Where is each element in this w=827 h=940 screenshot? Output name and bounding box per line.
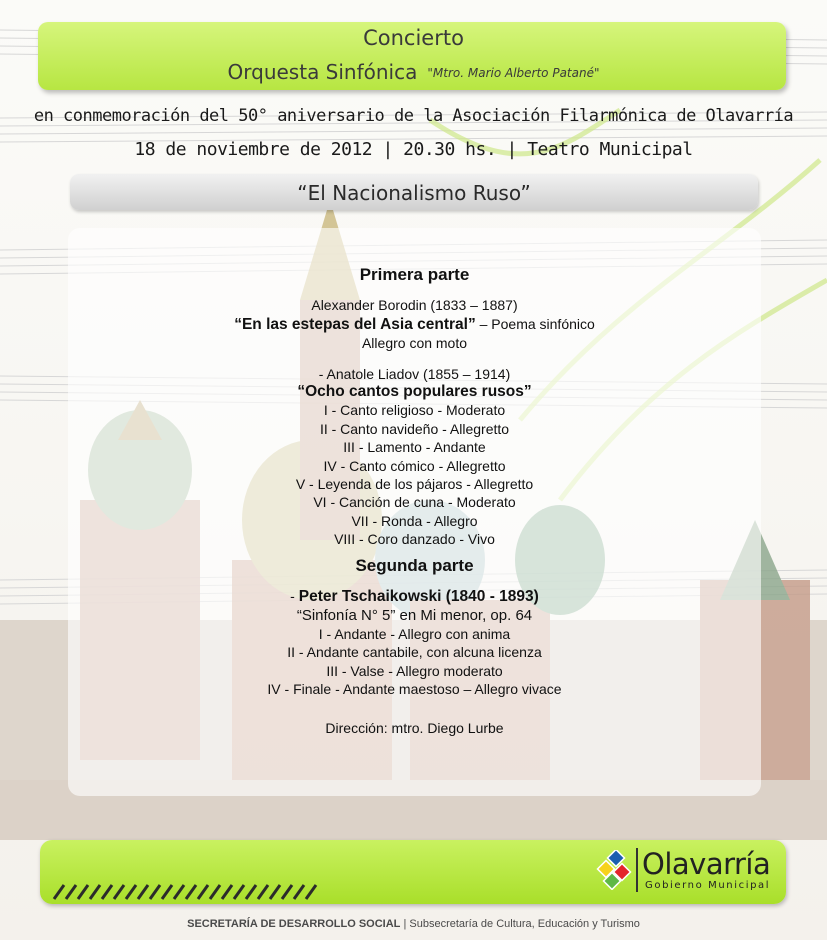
orchestra-line xyxy=(0,60,827,84)
piece2-movement: IV - Canto cómico - Allegretto xyxy=(323,457,506,474)
logo-name: Olavarría xyxy=(642,847,771,881)
credit-secretary: SECRETARÍA DE DESARROLLO SOCIAL xyxy=(187,918,401,930)
logo-divider xyxy=(636,848,638,892)
municipal-logo-icon xyxy=(596,850,632,890)
piece2-movement: VI - Canción de cuna - Moderato xyxy=(313,494,516,511)
piece1-title-line xyxy=(68,315,761,334)
piece1-title-suffix: – Poema sinfónico xyxy=(475,315,595,332)
part2-composer: Peter Tschaikowski (1840 - 1893) xyxy=(298,588,539,606)
occasion-text: en conmemoración del 50° aniversario de la Asociación Filarmónica de Olavarría xyxy=(33,106,794,126)
footer-credit xyxy=(0,918,827,930)
piece2-movement: VII - Ronda - Allegro xyxy=(351,512,478,529)
part2-movement: IV - Finale - Andante maestoso – Allegro vivace xyxy=(267,681,562,698)
piece2-composer: - Anatole Liadov (1855 – 1914) xyxy=(318,365,511,382)
date-place-text: 18 de noviembre de 2012 | 20.30 hs. | Teatro Municipal xyxy=(134,139,693,160)
piece1-title: “En las estepas del Asia central” xyxy=(234,315,476,333)
piece2-movement: V - Leyenda de los pájaros - Allegretto xyxy=(295,476,534,493)
stripe-decoration xyxy=(48,884,348,900)
direction-credit: Dirección: mtro. Diego Lurbe xyxy=(325,719,504,736)
logo-subtitle: Gobierno Municipal xyxy=(645,880,771,891)
part1-heading: Primera parte xyxy=(359,265,470,284)
part2-movement: III - Valse - Allegro moderato xyxy=(326,662,503,679)
piece1-composer: Alexander Borodin (1833 – 1887) xyxy=(311,297,518,314)
piece2-movement: II - Canto navideño - Allegretto xyxy=(319,420,510,437)
piece2-movement: I - Canto religioso - Moderato xyxy=(323,402,506,419)
part2-title: “Sinfonía N° 5” en Mi menor, op. 64 xyxy=(296,606,533,624)
piece2-title: “Ocho cantos populares rusos” xyxy=(297,383,532,401)
orchestra-conductor: "Mtro. Mario Alberto Patané" xyxy=(427,66,600,80)
credit-subsecretary: | Subsecretaría de Cultura, Educación y Turismo xyxy=(400,918,640,930)
piece2-movement: III - Lamento - Andante xyxy=(343,439,486,456)
piece2-movement: VIII - Coro danzado - Vivo xyxy=(334,531,495,548)
part2-heading: Segunda parte xyxy=(355,555,474,575)
theme-title: “El Nacionalismo Ruso” xyxy=(297,181,531,205)
part2-movement: II - Andante cantabile, con alcuna licenza xyxy=(287,644,542,661)
program xyxy=(68,266,761,737)
part2-movement: I - Andante - Allegro con anima xyxy=(318,625,511,642)
piece1-tempo: Allegro con moto xyxy=(361,335,468,352)
orchestra-name: Orquesta Sinfónica xyxy=(227,60,418,84)
part2-composer-line xyxy=(68,587,761,606)
concert-title: Concierto xyxy=(363,26,464,50)
part2-composer-prefix: - xyxy=(290,588,299,605)
